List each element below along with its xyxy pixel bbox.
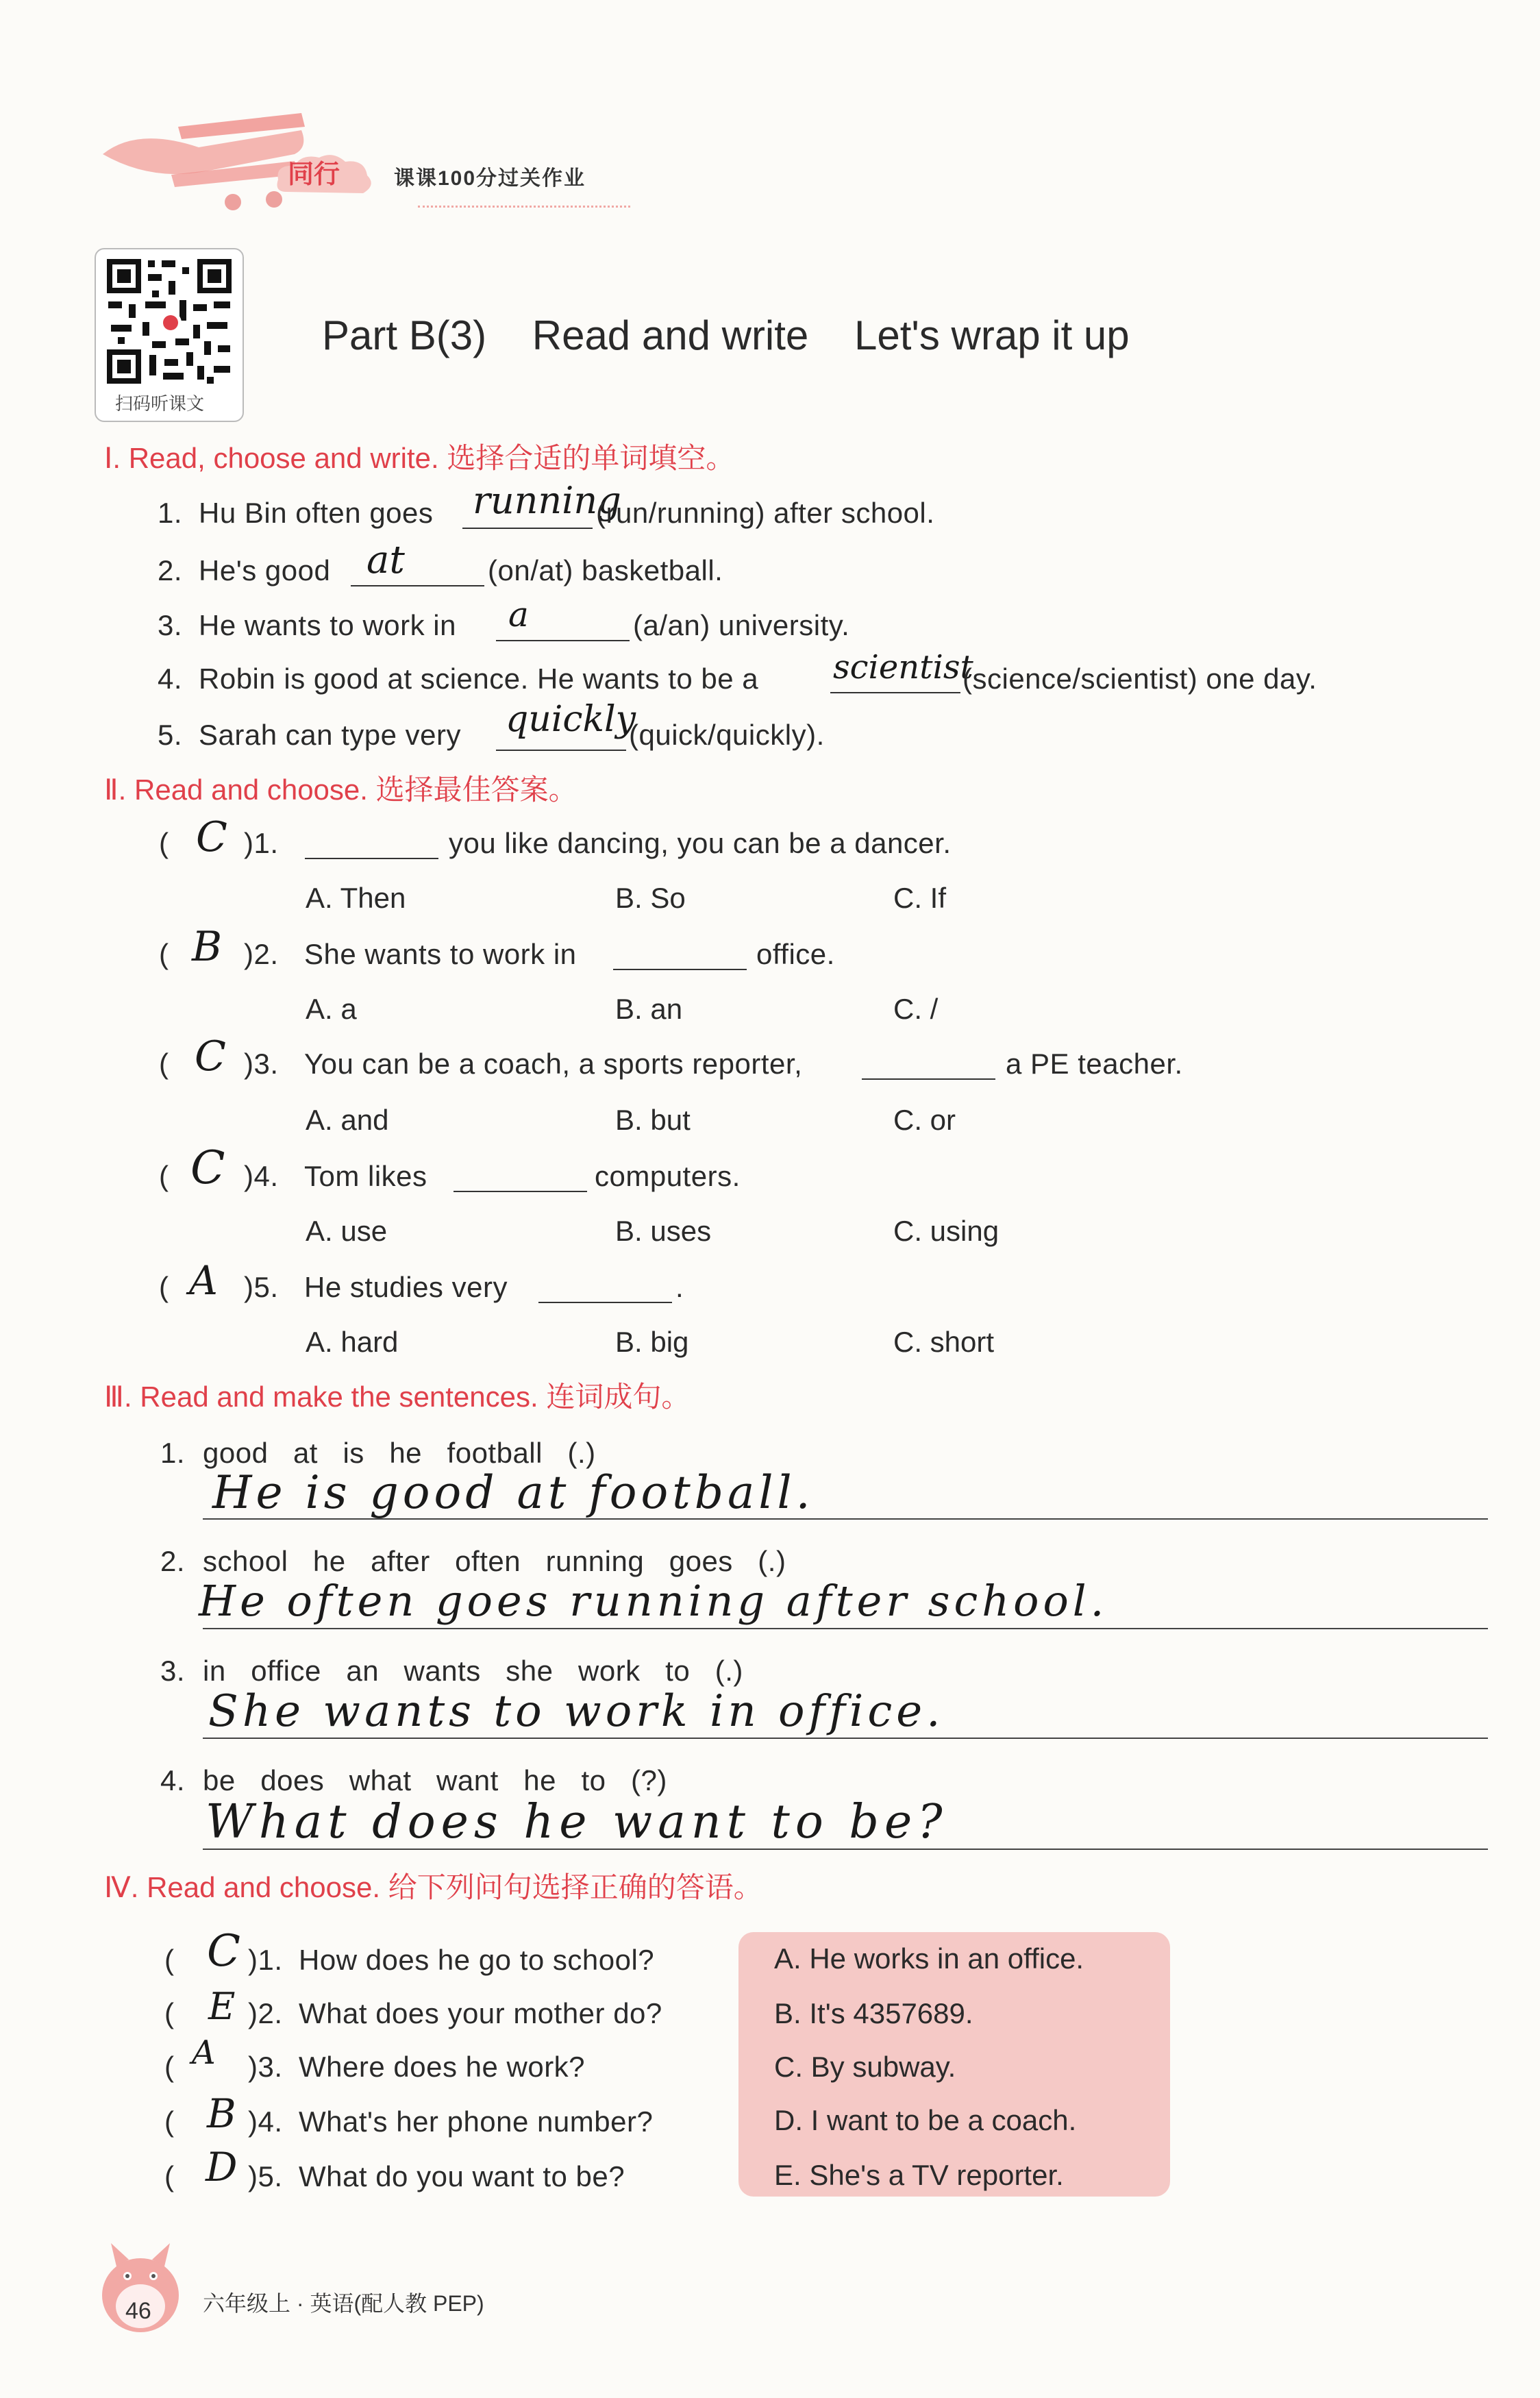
s1-q1-blank[interactable] — [462, 528, 593, 529]
qr-code-frame — [95, 248, 244, 422]
s2-q3-num: )3. — [244, 1048, 279, 1080]
s4-q5-text: What do you want to be? — [299, 2160, 625, 2192]
s3-q1-num: 1. — [160, 1437, 186, 1469]
s2-q1-text: you like dancing, you can be a dancer. — [449, 827, 952, 859]
s4-option-b: B. It's 4357689. — [774, 1997, 973, 2029]
s1-q5-text: Sarah can type very — [199, 719, 462, 751]
s3-q4-answer-line[interactable] — [203, 1849, 1488, 1850]
s2-q4-answer[interactable]: C — [190, 1141, 225, 1194]
s4-q3-answer[interactable]: A — [192, 2034, 216, 2072]
s2-q5-text-end: . — [675, 1271, 684, 1303]
s4-q1-answer[interactable]: C — [207, 1926, 240, 1977]
s2-q2-option-b[interactable]: B. an — [615, 993, 683, 1025]
s2-q1-num: )1. — [244, 827, 279, 859]
s1-q1-answer: running — [473, 479, 621, 522]
section4-heading: Ⅳ. Read and choose. 给下列问句选择正确的答语。 — [104, 1871, 762, 1903]
s2-q1-option-b[interactable]: B. So — [615, 882, 686, 914]
s2-q3-open-paren: ( — [159, 1048, 169, 1080]
s3-q3-answer-line[interactable] — [203, 1738, 1488, 1739]
s2-q5-answer[interactable]: A — [189, 1257, 218, 1304]
section2-heading: Ⅱ. Read and choose. 选择最佳答案。 — [104, 774, 578, 806]
s1-q2-answer: at — [367, 538, 405, 582]
s2-q3-option-b[interactable]: B. but — [615, 1104, 691, 1136]
s2-q2-open-paren: ( — [159, 938, 169, 970]
s4-option-a: A. He works in an office. — [774, 1942, 1084, 1975]
s1-q4-answer: scientist — [833, 648, 973, 687]
section3-heading: Ⅲ. Read and make the sentences. 连词成句。 — [104, 1381, 691, 1413]
s3-q2-words: school he after often running goes (.) — [203, 1545, 786, 1577]
s2-q5-open-paren: ( — [159, 1271, 169, 1303]
s4-q2-open-paren: ( — [164, 1997, 175, 2029]
s3-q3-words: in office an wants she work to (.) — [203, 1655, 743, 1687]
s1-q3-hint: (a/an) university. — [633, 609, 850, 641]
s1-q2-text: He's good — [199, 554, 331, 586]
s1-q5-answer: quickly — [506, 699, 636, 740]
s1-q4-num: 4. — [158, 663, 183, 695]
s2-q4-text: Tom likes — [304, 1160, 427, 1192]
s1-q1-text: Hu Bin often goes — [199, 497, 434, 529]
s2-q2-text-end: office. — [756, 938, 835, 970]
s4-q2-text: What does your mother do? — [299, 1997, 662, 2029]
s1-q2-num: 2. — [158, 554, 183, 586]
s1-q4-text: Robin is good at science. He wants to be a — [199, 663, 759, 695]
qr-caption: 扫码听课文 — [115, 393, 205, 414]
s2-q2-option-c[interactable]: C. / — [893, 993, 939, 1025]
s3-q1-answer-line[interactable] — [203, 1518, 1488, 1520]
s1-q3-blank[interactable] — [496, 640, 630, 641]
s4-q4-text: What's her phone number? — [299, 2105, 654, 2138]
s4-q5-answer[interactable]: D — [206, 2144, 238, 2190]
s2-q4-text-end: computers. — [595, 1160, 741, 1192]
s2-q4-option-b[interactable]: B. uses — [615, 1215, 712, 1247]
s2-q2-num: )2. — [244, 938, 279, 970]
s4-q4-open-paren: ( — [164, 2105, 175, 2138]
s1-q1-hint: (run/running) after school. — [596, 497, 935, 529]
s2-q1-option-a[interactable]: A. Then — [306, 882, 406, 914]
page-title: Part B(3) Read and write Let's wrap it up — [322, 312, 1130, 358]
s2-q2-blank — [613, 969, 747, 970]
qr-code-icon[interactable] — [104, 256, 234, 386]
s2-q5-option-a[interactable]: A. hard — [306, 1326, 399, 1358]
s1-q3-text: He wants to work in — [199, 609, 456, 641]
s4-q1-text: How does he go to school? — [299, 1944, 655, 1976]
s4-option-d: D. I want to be a coach. — [774, 2104, 1077, 2136]
s4-q4-answer[interactable]: B — [207, 2090, 236, 2137]
s1-q5-num: 5. — [158, 719, 183, 751]
s1-q3-num: 3. — [158, 609, 183, 641]
s1-q2-blank[interactable] — [351, 585, 484, 586]
s2-q2-text: She wants to work in — [304, 938, 577, 970]
section1-heading: Ⅰ. Read, choose and write. 选择合适的单词填空。 — [104, 442, 735, 474]
s3-q4-words: be does what want he to (?) — [203, 1764, 667, 1796]
s2-q5-option-c[interactable]: C. short — [893, 1326, 995, 1358]
page-number: 46 — [125, 2298, 151, 2324]
series-title: 课课100分过关作业 — [394, 167, 586, 190]
s4-option-c: C. By subway. — [774, 2051, 956, 2083]
s2-q4-open-paren: ( — [159, 1160, 169, 1192]
s1-q4-blank[interactable] — [830, 692, 960, 693]
s2-q1-option-c[interactable]: C. If — [893, 882, 947, 914]
s3-q4-answer: What does he want to be? — [206, 1795, 948, 1849]
s2-q3-blank — [862, 1078, 995, 1080]
s3-q2-answer-line[interactable] — [203, 1628, 1488, 1629]
s4-q3-open-paren: ( — [164, 2051, 175, 2083]
s2-q3-text: You can be a coach, a sports reporter, — [304, 1048, 803, 1080]
s2-q2-option-a[interactable]: A. a — [306, 993, 357, 1025]
s4-q5-num: )5. — [248, 2160, 283, 2192]
s2-q1-open-paren: ( — [159, 827, 169, 859]
header-dotted-line — [418, 206, 630, 208]
s2-q4-num: )4. — [244, 1160, 279, 1192]
s1-q4-hint: (science/scientist) one day. — [962, 663, 1317, 695]
s4-q2-answer[interactable]: E — [208, 1985, 236, 2028]
brand-label: 同行 — [288, 160, 340, 189]
s3-q2-answer: He often goes running after school. — [199, 1576, 1108, 1626]
s2-q4-option-a[interactable]: A. use — [306, 1215, 388, 1247]
s2-q3-option-a[interactable]: A. and — [306, 1104, 389, 1136]
s2-q1-blank — [305, 858, 438, 859]
s3-q1-words: good at is he football (.) — [203, 1437, 596, 1469]
s2-q5-text: He studies very — [304, 1271, 508, 1303]
s3-q4-num: 4. — [160, 1764, 186, 1796]
s4-q2-num: )2. — [248, 1997, 283, 2029]
s2-q3-text-end: a PE teacher. — [1006, 1048, 1183, 1080]
s1-q5-blank[interactable] — [496, 750, 626, 751]
s3-q2-num: 2. — [160, 1545, 186, 1577]
s3-q3-answer: She wants to work in office. — [208, 1686, 945, 1737]
s3-q1-answer: He is good at football. — [212, 1466, 815, 1519]
s2-q4-blank — [454, 1191, 587, 1192]
s4-q1-open-paren: ( — [164, 1944, 175, 1976]
s1-q5-hint: (quick/quickly). — [629, 719, 825, 751]
s2-q3-option-c[interactable]: C. or — [893, 1104, 956, 1136]
s4-q3-num: )3. — [248, 2051, 283, 2083]
s4-option-e: E. She's a TV reporter. — [774, 2159, 1064, 2191]
s2-q4-option-c[interactable]: C. using — [893, 1215, 999, 1247]
s2-q3-answer[interactable]: C — [195, 1033, 226, 1080]
s2-q5-blank — [538, 1302, 672, 1303]
s3-q3-num: 3. — [160, 1655, 186, 1687]
s1-q2-hint: (on/at) basketball. — [488, 554, 723, 586]
s2-q2-answer[interactable]: B — [192, 923, 223, 971]
s1-q3-answer: a — [508, 595, 529, 634]
s2-q1-answer[interactable]: C — [196, 813, 227, 861]
s4-q5-open-paren: ( — [164, 2160, 175, 2192]
s2-q5-option-b[interactable]: B. big — [615, 1326, 689, 1358]
s4-q3-text: Where does he work? — [299, 2051, 586, 2083]
s4-q4-num: )4. — [248, 2105, 283, 2138]
s4-q1-num: )1. — [248, 1944, 283, 1976]
s2-q5-num: )5. — [244, 1271, 279, 1303]
s1-q1-num: 1. — [158, 497, 183, 529]
book-info: 六年级上 · 英语(配人教 PEP) — [203, 2291, 484, 2316]
